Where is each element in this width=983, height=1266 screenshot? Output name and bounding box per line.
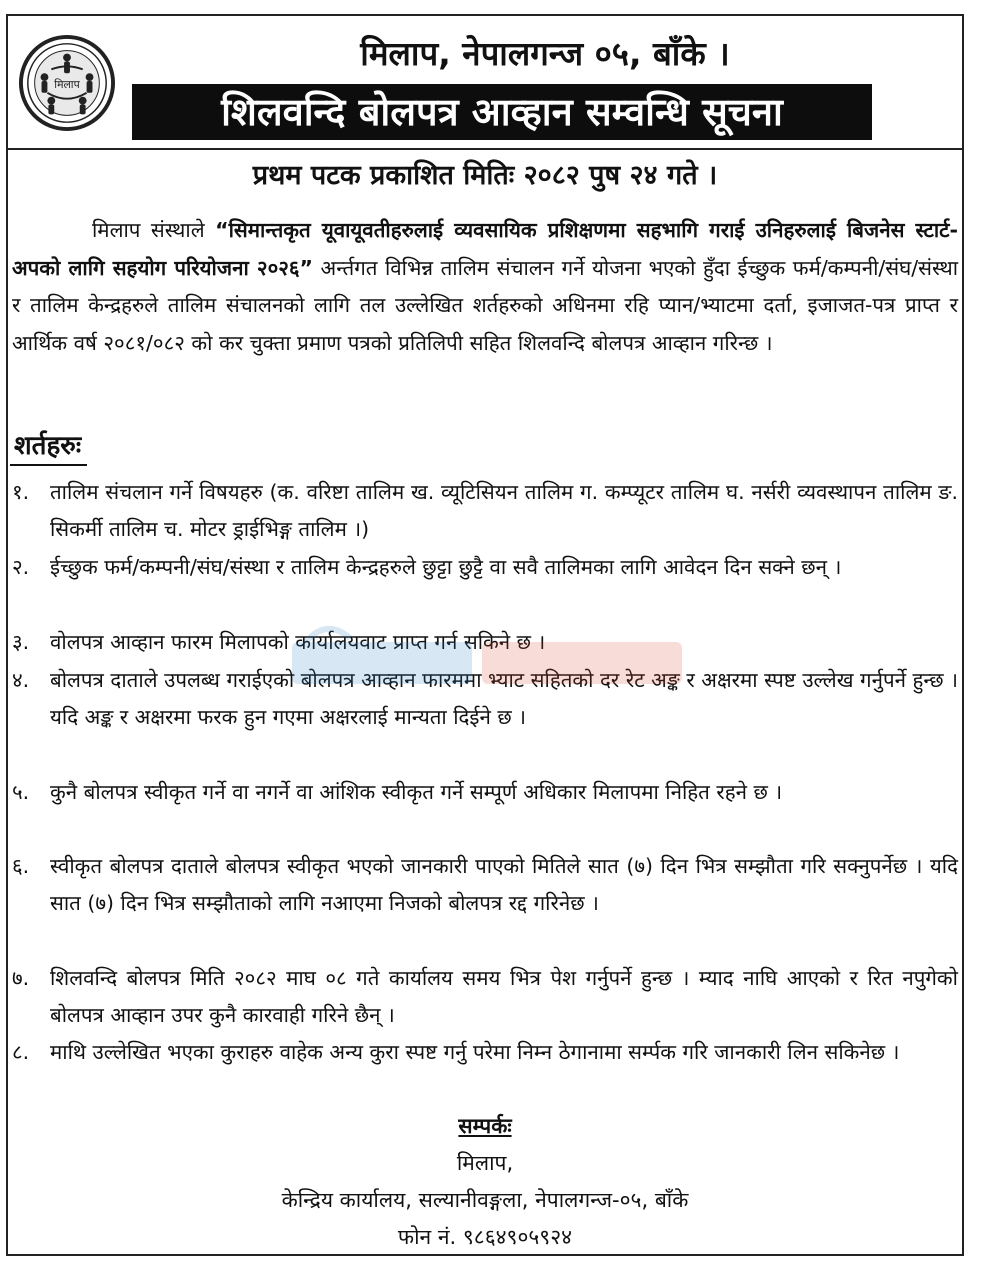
intro-part1: मिलाप संस्थाले	[92, 218, 216, 242]
condition-text: स्वीकृत बोलपत्र दाताले बोलपत्र स्वीकृत भएको जानकारी पाएको मितिले सात (७) दिन भित्र सम्झौता गरि सक्नुपर्नेछ । यदि सात (७) दिन भित्र सम्झौताको लागि नआएमा निजको बोलपत्र रद्द गरिनेछ ।	[50, 854, 958, 915]
condition-number: १.	[12, 480, 30, 504]
condition-item	[12, 474, 958, 548]
notice-header	[8, 16, 962, 150]
condition-text: बोलपत्र दाताले उपलब्ध गराईएको बोलपत्र आव्हान फारममा भ्याट सहितको दर रेट अङ्क र अक्षरमा स्पष्ट उल्लेख गर्नुपर्ने हुन्छ । यदि अङ्क र अक्षरमा फरक हुन गएमा अक्षरलाई मान्यता दिईने छ ।	[50, 668, 958, 729]
contact-name: मिलाप,	[456, 1151, 514, 1175]
condition-item	[12, 662, 958, 736]
conditions-heading: शर्तहरुः	[10, 428, 87, 466]
condition-number: ३.	[12, 630, 30, 654]
intro-part2: अर्न्तगत विभिन्न तालिम संचालन गर्ने योजना भएको हुँदा ईच्छुक फर्म/कम्पनी/संघ/संस्था र तालिम केन्द्रहरुले तालिम संचालनको लागि तल उल्लेखित शर्तहरुको अधिनमा रहि प्यान/भ्याटमा दर्ता, इजाजत-पत्र प्राप्त र आर्थिक वर्ष २०८१/०८२ को कर चुक्ता प्रमाण पत्रको प्रतिलिपी सहित शिलवन्दि बोलपत्र आव्हान गरिन्छ ।	[12, 255, 959, 355]
notice-frame	[6, 14, 964, 1256]
contact-block	[8, 1108, 962, 1256]
condition-item	[12, 960, 958, 1034]
condition-number: ४.	[12, 668, 30, 692]
project-name: “सिमान्तकृत यूवायूवतीहरुलाई व्यवसायिक प्रशिक्षणमा सहभागि गराई उनिहरुलाई बिजनेस स्टार्ट-अपको लागि सहयोग परियोजना २०२६”	[12, 218, 958, 280]
condition-item	[12, 848, 958, 922]
condition-number: ७.	[12, 966, 30, 990]
condition-text: शिलवन्दि बोलपत्र मिति २०८२ माघ ०८ गते कार्यालय समय भित्र पेश गर्नुपर्ने हुन्छ । म्याद नाघि आएको र रित नपुगेको बोलपत्र आव्हान उपर कुनै कारवाही गरिने छैन् ।	[50, 966, 958, 1027]
svg-text:मिलाप: मिलाप	[54, 77, 80, 91]
condition-text: कुनै बोलपत्र स्वीकृत गर्ने वा नगर्ने वा आंशिक स्वीकृत गर्ने सम्पूर्ण अधिकार मिलापमा निहित रहने छ ।	[50, 780, 783, 804]
notice-title: शिलवन्दि बोलपत्र आव्हान सम्वन्धि सूचना	[132, 84, 872, 140]
contact-heading: सम्पर्कः	[458, 1114, 512, 1138]
condition-item	[12, 1034, 958, 1071]
condition-number: २.	[12, 555, 30, 579]
organization-line: मिलाप, नेपालगन्ज ०५, बाँके ।	[360, 34, 730, 73]
condition-item	[12, 624, 958, 661]
condition-text: तालिम संचलान गर्ने विषयहरु (क. वरिष्टा तालिम ख. व्यूटिसियन तालिम ग. कम्प्यूटर तालिम घ. नर्सरी व्यवस्थापन तालिम ङ. सिकर्मी तालिम च. मोटर ड्राईभिङ्ग तालिम ।)	[50, 480, 958, 541]
condition-number: ८.	[12, 1040, 30, 1064]
condition-item	[12, 549, 958, 586]
milap-logo-icon	[18, 34, 116, 132]
contact-address: केन्द्रिय कार्यालय, सल्यानीवङ्गला, नेपालगन्ज-०५, बाँके	[281, 1188, 689, 1212]
intro-paragraph	[12, 212, 958, 362]
condition-text: माथि उल्लेखित भएका कुराहरु वाहेक अन्य कुरा स्पष्ट गर्नु परेमा निम्न ठेगानामा सर्म्पक गरि जानकारी लिन सकिनेछ ।	[50, 1040, 900, 1064]
publication-date: प्रथम पटक प्रकाशित मितिः २०८२ पुष २४ गते ।	[252, 160, 718, 191]
contact-phone: फोन नं. ९८६४९०५९२४	[397, 1225, 573, 1249]
condition-number: ५.	[12, 780, 30, 804]
condition-text: वोलपत्र आव्हान फारम मिलापको कार्यालयवाट प्राप्त गर्न सकिने छ ।	[50, 630, 546, 654]
condition-text: ईच्छुक फर्म/कम्पनी/संघ/संस्था र तालिम केन्द्रहरुले छुट्टा छुट्टै वा सवै तालिमका लागि आवेदन दिन सक्ने छन् ।	[50, 555, 842, 579]
condition-item	[12, 774, 958, 811]
condition-number: ६.	[12, 854, 30, 878]
